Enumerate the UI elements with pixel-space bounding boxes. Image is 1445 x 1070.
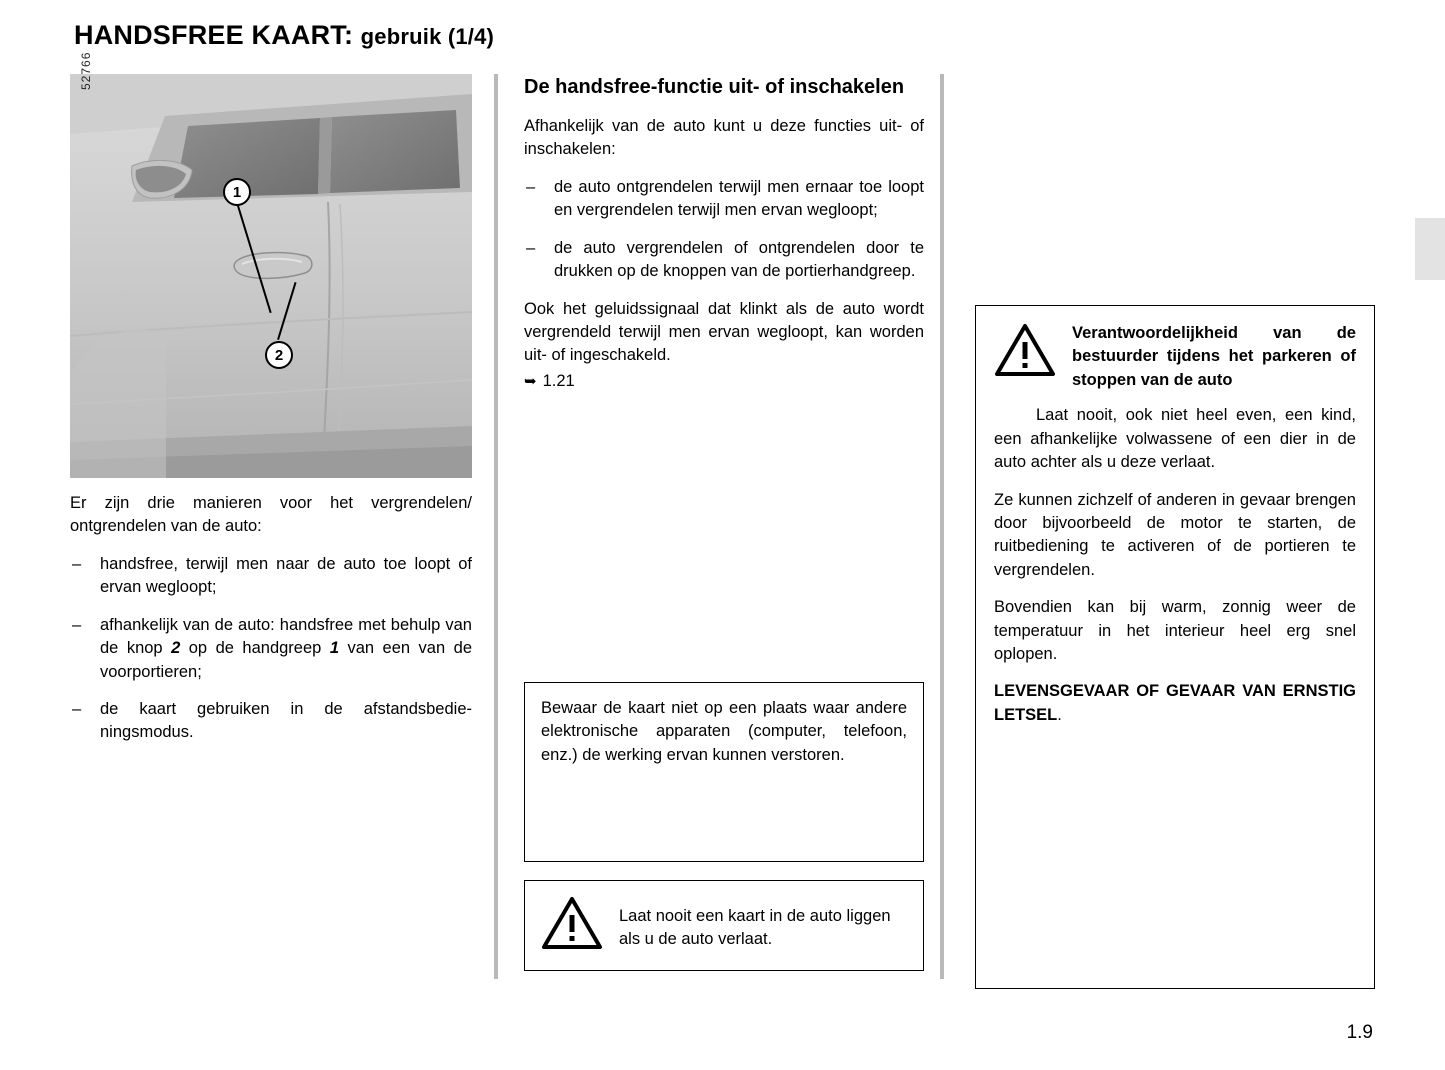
driver-responsibility-paragraph-3: Bovendien kan bij warm, zonnig weer de temperatuur in het interieur heel erg snel oplopen. — [994, 598, 1356, 664]
page-title — [74, 20, 494, 51]
page-title-main: HANDSFREE KAART: — [74, 20, 354, 50]
column-divider-1 — [494, 74, 498, 979]
column-right — [975, 305, 1375, 989]
column-middle — [524, 74, 924, 949]
section-edge-tab — [1415, 218, 1445, 280]
warning-box-card-text: Laat nooit een kaart in de auto liggen als u de auto verlaat. — [619, 907, 891, 949]
callout-marker-1: 1 — [223, 178, 251, 206]
left-list-item-3 — [70, 698, 472, 745]
driver-responsibility-paragraph-2: Ze kunnen zichzelf of anderen in gevaar brengen door bijvoorbeeld de motor te starten, de ruitbediening te activeren of de portieren te vergrendelen. — [994, 490, 1356, 579]
left-list-item-3-text: de kaart gebruiken in de afstandsbedie-ningsmodus. — [100, 699, 472, 742]
danger-statement-tail: . — [1057, 705, 1062, 724]
figure-door-handle — [70, 51, 472, 478]
middle-list-item-2 — [524, 237, 924, 284]
middle-list-item-2-text: de auto vergrendelen of ontgrendelen door te drukken op de knoppen van de portierhandgreep. — [554, 238, 924, 281]
column-left — [70, 51, 472, 745]
left-list-item-1-text: handsfree, terwijl men naar de auto toe loopt of ervan wegloopt; — [100, 554, 472, 597]
cross-reference-target: 1.21 — [542, 371, 575, 390]
middle-list-item-1 — [524, 176, 924, 223]
left-list-item-2-text-a: afhankelijk van de auto: handsfree met behulp van de knop — [100, 615, 472, 658]
left-list-item-2-text-c: van een van de voorportieren; — [100, 639, 472, 681]
page-title-sub: gebruik (1/4) — [360, 24, 495, 49]
page-number: 1.9 — [1346, 1022, 1373, 1043]
middle-paragraph-2: Ook het geluidssignaal dat klinkt als de auto wordt vergrendeld terwijl men ervan wegloopt, kan worden uit- of ingeschakeld. — [524, 299, 924, 365]
left-list-item-2-emph-1: 2 — [171, 639, 181, 658]
driver-responsibility-heading: Verantwoordelijkheid van de bestuurder tijdens het parkeren of stoppen van de auto — [1072, 324, 1356, 389]
driver-responsibility-paragraph-1: Laat nooit, ook niet heel even, een kind, een afhankelijke volwassene of een dier in de auto achter als u deze verlaat. — [994, 406, 1356, 472]
callout-marker-2: 2 — [265, 341, 293, 369]
driver-responsibility-header — [994, 322, 1356, 392]
arrow-icon: ➥ — [524, 372, 537, 390]
left-list-item-1 — [70, 553, 472, 600]
list-dash: – — [72, 699, 82, 718]
warning-triangle-icon — [994, 322, 1056, 378]
note-box — [524, 682, 924, 862]
middle-list-item-1-text: de auto ontgrendelen terwijl men ernaar toe loopt en vergrendelen terwijl men ervan wegloopt; — [554, 177, 924, 220]
middle-heading: De handsfree-functie uit- of inschakelen — [524, 76, 905, 98]
danger-statement: LEVENSGEVAAR OF GEVAAR VAN ERNSTIG LETSEL — [994, 682, 1356, 724]
figure-code: 52766 — [79, 51, 93, 90]
left-intro-paragraph: Er zijn drie manieren voor het vergrendelen/ ontgrendelen van de auto: — [70, 494, 472, 536]
left-list-item-2-emph-2: 1 — [329, 639, 339, 658]
list-dash: – — [72, 554, 82, 573]
list-dash: – — [526, 238, 536, 257]
column-divider-2 — [940, 74, 944, 979]
left-list-item-2 — [70, 614, 472, 684]
left-column-text — [70, 492, 472, 745]
note-box-text: Bewaar de kaart niet op een plaats waar andere elektronische apparaten (computer, telefoon, enz.) de werking ervan kunnen verstoren. — [541, 699, 907, 764]
left-list-item-2-text-b: op de handgreep — [180, 639, 330, 658]
warning-box-card — [524, 880, 924, 971]
middle-column-text — [524, 115, 924, 393]
driver-responsibility-box — [975, 305, 1375, 989]
list-dash: – — [72, 615, 82, 634]
list-dash: – — [526, 177, 536, 196]
warning-triangle-icon — [541, 895, 603, 951]
driver-responsibility-paragraph-4 — [994, 680, 1356, 727]
middle-paragraph-1: Afhankelijk van de auto kunt u deze functies uit- of inschakelen: — [524, 117, 924, 159]
cross-reference — [524, 370, 924, 393]
